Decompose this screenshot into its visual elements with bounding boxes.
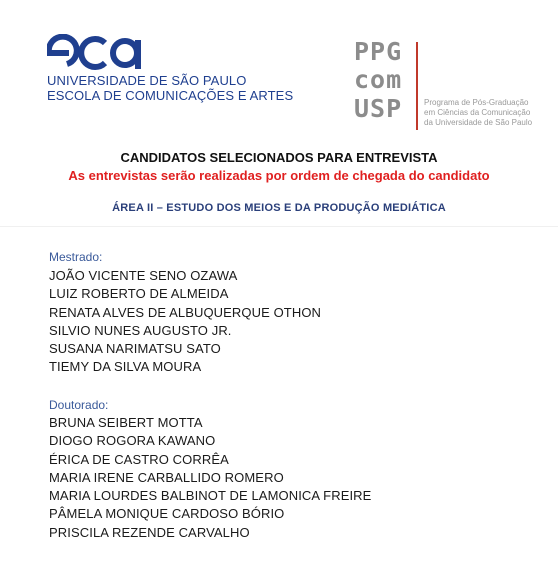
list-item: DIOGO ROGORA KAWANO (49, 433, 216, 449)
doutorado-list (49, 414, 371, 542)
list-item: MARIA IRENE CARBALLIDO ROMERO (49, 469, 284, 485)
ppg-desc-line: Programa de Pós-Graduação (424, 98, 529, 107)
list-item: SILVIO NUNES AUGUSTO JR. (49, 322, 232, 338)
mestrado-list (49, 267, 321, 377)
ppg-description (424, 98, 554, 128)
list-item: JOÃO VICENTE SENO OZAWA (49, 268, 238, 283)
ppg-desc-line: em Ciências da Comunicação (424, 108, 531, 117)
mestrado-label: Mestrado: (49, 250, 103, 264)
list-item: TIEMY DA SILVA MOURA (49, 359, 202, 375)
list-item: BRUNA SEIBERT MOTTA (49, 415, 203, 430)
document-subtitle: As entrevistas serão realizadas por ordem de chegada do candidato (68, 168, 490, 183)
list-item: RENATA ALVES DE ALBUQUERQUE OTHON (49, 304, 322, 320)
university-line: UNIVERSIDADE DE SÃO PAULO (47, 73, 247, 88)
university-name (47, 73, 293, 103)
doutorado-label: Doutorado: (49, 398, 109, 412)
ppg-logo-line: USP (354, 94, 403, 123)
ppg-logo-line: PPG (354, 37, 403, 66)
list-item: SUSANA NARIMATSU SATO (49, 341, 221, 357)
ppg-com-usp-logo (352, 38, 552, 138)
document-title: CANDIDATOS SELECIONADOS PARA ENTREVISTA (120, 150, 438, 165)
ppg-divider (416, 42, 418, 130)
eca-logo (47, 34, 145, 72)
ppg-logo-line: com (354, 65, 403, 94)
list-item: MARIA LOURDES BALBINOT DE LAMONICA FREIRE (49, 488, 372, 504)
list-item: ÉRICA DE CASTRO CORRÊA (49, 451, 229, 467)
ppg-desc-line: da Universidade de São Paulo (424, 118, 533, 127)
divider (0, 226, 558, 227)
list-item: PÂMELA MONIQUE CARDOSO BÓRIO (49, 506, 285, 522)
list-item: LUIZ ROBERTO DE ALMEIDA (49, 286, 229, 302)
area-heading: ÁREA II – ESTUDO DOS MEIOS E DA PRODUÇÃO MEDIÁTICA (112, 202, 446, 214)
list-item: PRISCILA REZENDE CARVALHO (49, 524, 250, 540)
school-line: ESCOLA DE COMUNICAÇÕES E ARTES (47, 88, 294, 103)
